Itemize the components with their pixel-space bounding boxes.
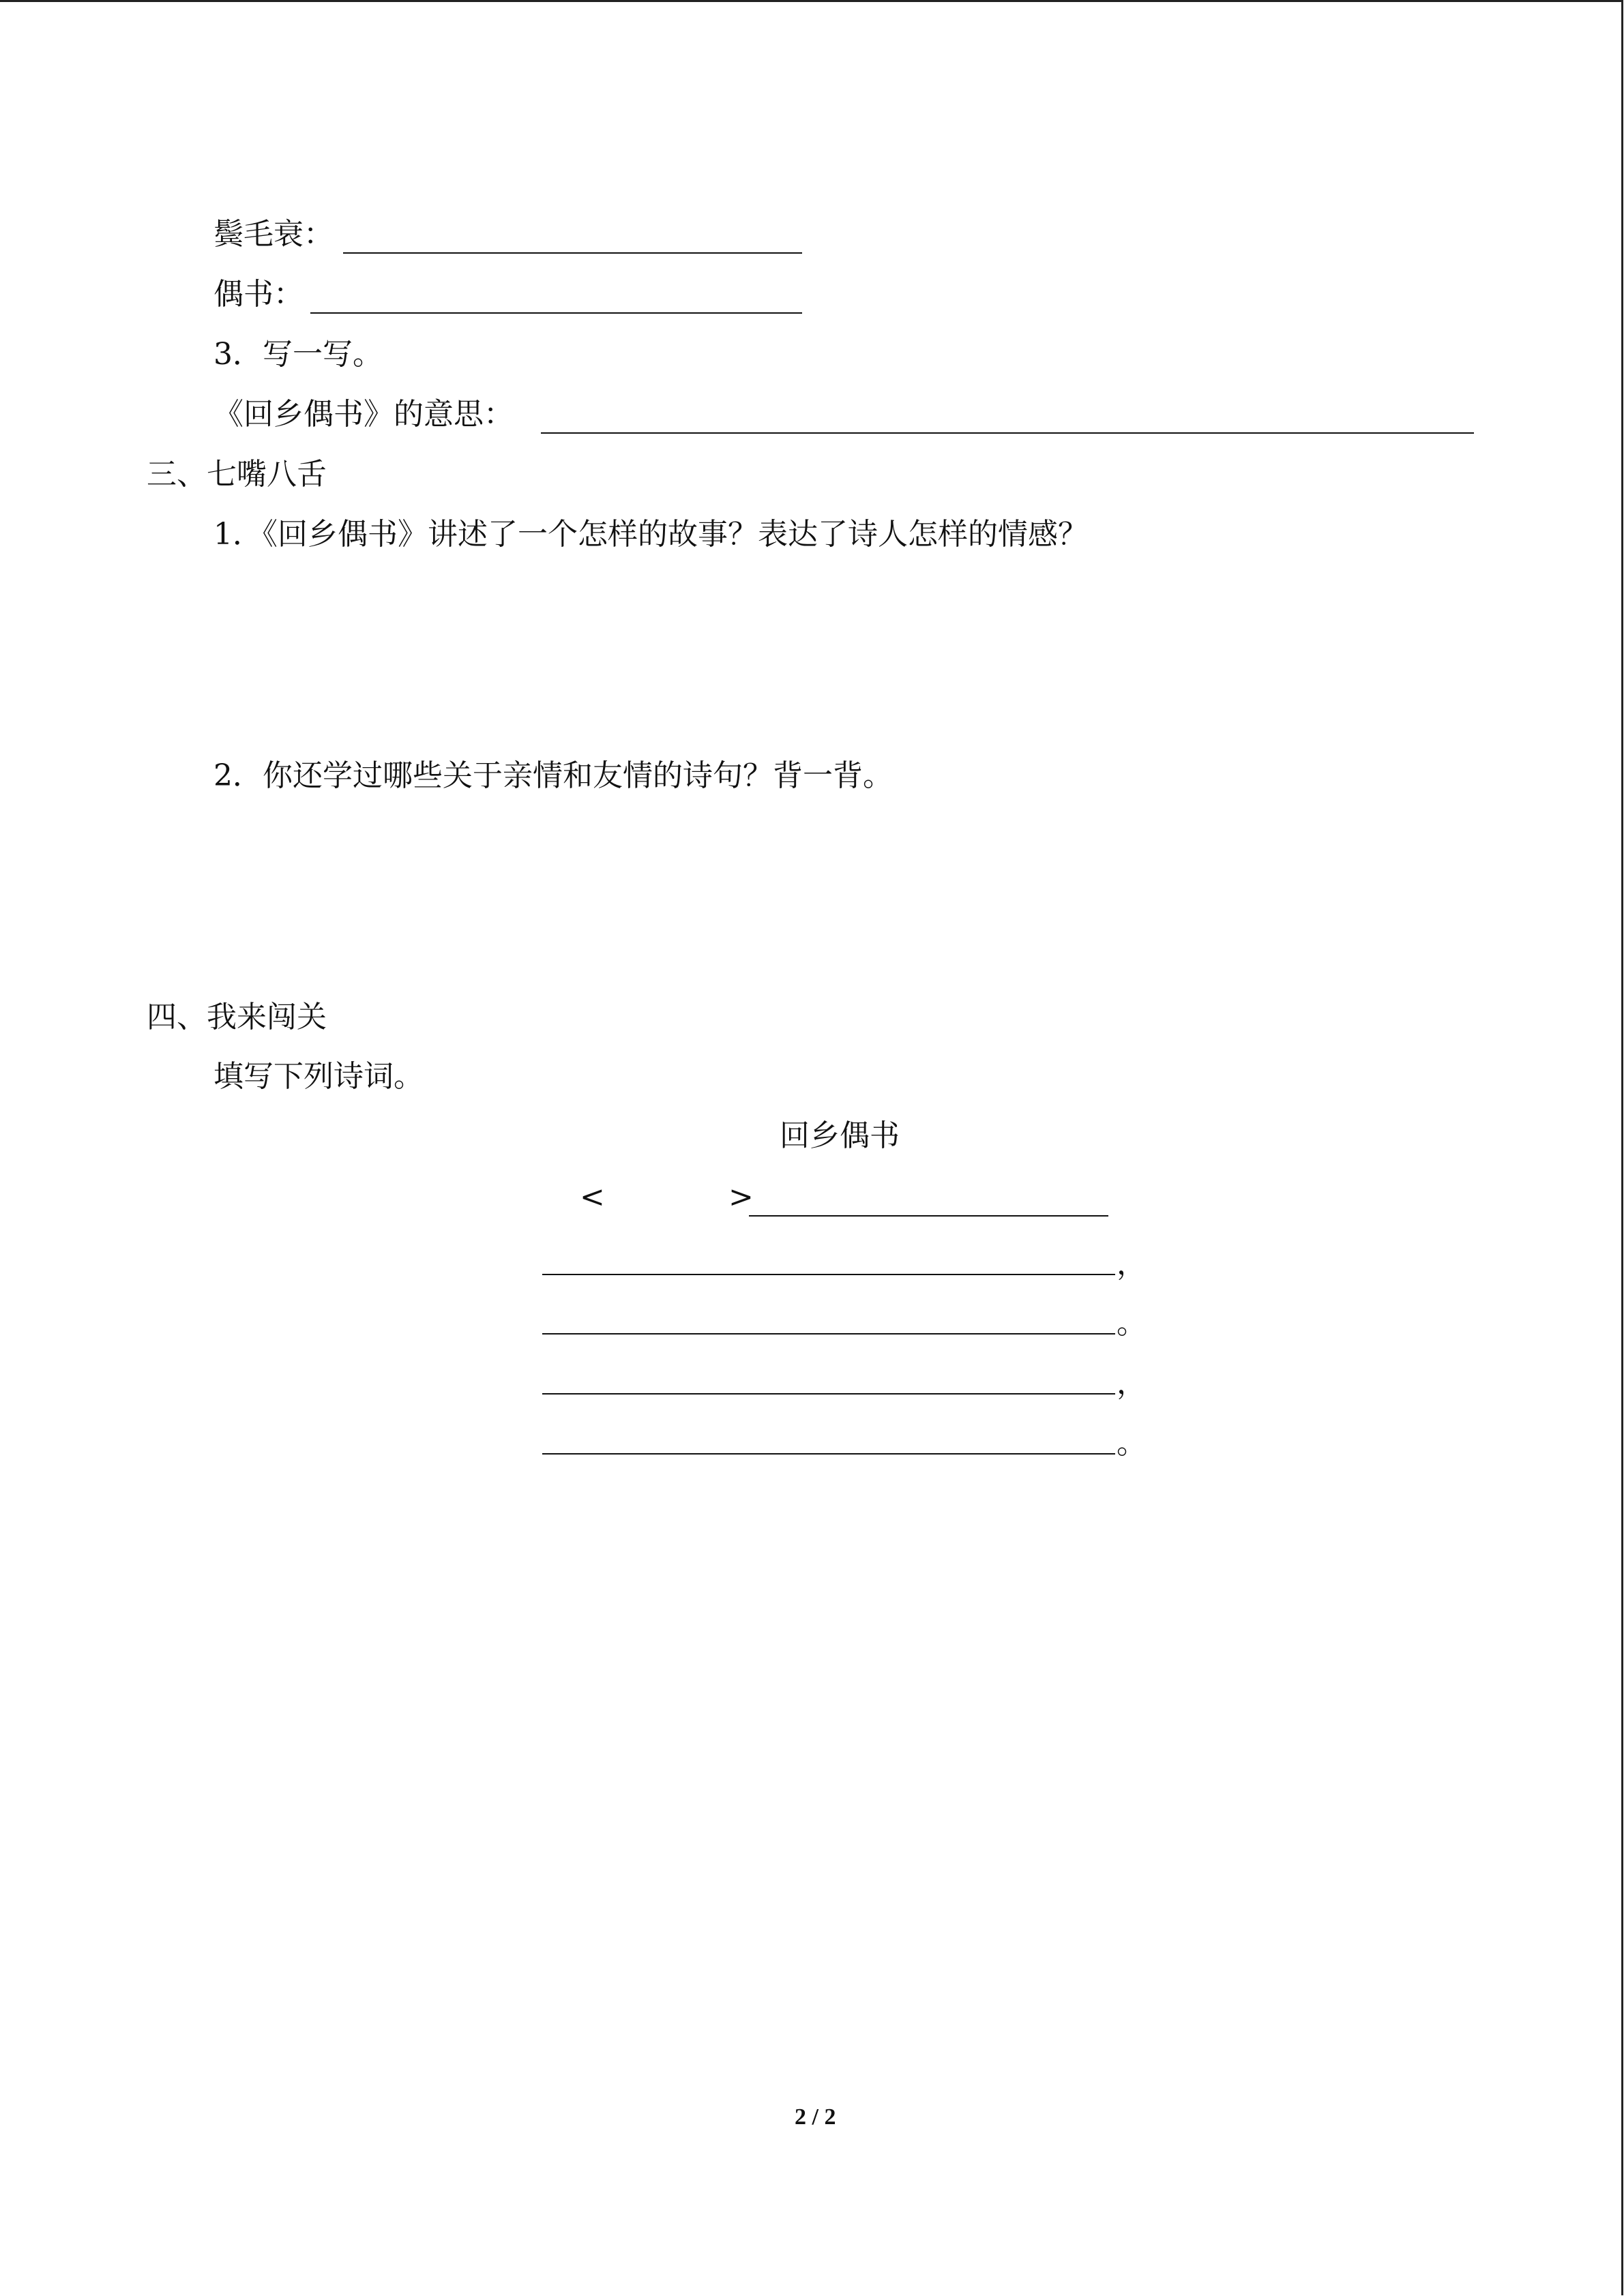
poem-line-2-punct: 。	[1117, 1306, 1147, 1341]
page-number: 2 / 2	[795, 2104, 836, 2130]
oushu-answer-line[interactable]	[310, 312, 802, 314]
section-3-heading: 三、七嘴八舌	[147, 457, 327, 492]
poem-line-2-answer[interactable]	[542, 1333, 1115, 1335]
meaning-label: 《回乡偶书》的意思：	[213, 397, 514, 432]
author-answer-line[interactable]	[749, 1215, 1108, 1217]
question-3-label: 3．写一写。	[213, 337, 383, 372]
binmaoshuai-answer-line[interactable]	[343, 252, 802, 254]
dynasty-open-bracket: <	[580, 1180, 605, 1214]
poem-line-3-answer[interactable]	[542, 1393, 1115, 1395]
poem-line-1-answer[interactable]	[542, 1274, 1115, 1275]
poem-title: 回乡偶书	[780, 1118, 900, 1153]
section-3-question-1: 1．《回乡偶书》讲述了一个怎样的故事？表达了诗人怎样的情感？	[213, 517, 1088, 552]
oushu-label: 偶书：	[213, 277, 304, 312]
section-3-question-2: 2．你还学过哪些关于亲情和友情的诗句？背一背。	[213, 758, 893, 793]
poem-line-4-answer[interactable]	[542, 1453, 1115, 1455]
poem-line-4-punct: 。	[1117, 1426, 1147, 1461]
binmaoshuai-label: 鬓毛衰：	[213, 217, 334, 252]
poem-line-1-punct: ，	[1117, 1247, 1147, 1281]
meaning-answer-line[interactable]	[541, 432, 1474, 434]
section-4-instruction: 填写下列诗词。	[213, 1059, 424, 1094]
poem-line-3-punct: ，	[1117, 1366, 1147, 1401]
section-4-heading: 四、我来闯关	[147, 1000, 327, 1034]
dynasty-close-bracket: >	[728, 1180, 754, 1214]
